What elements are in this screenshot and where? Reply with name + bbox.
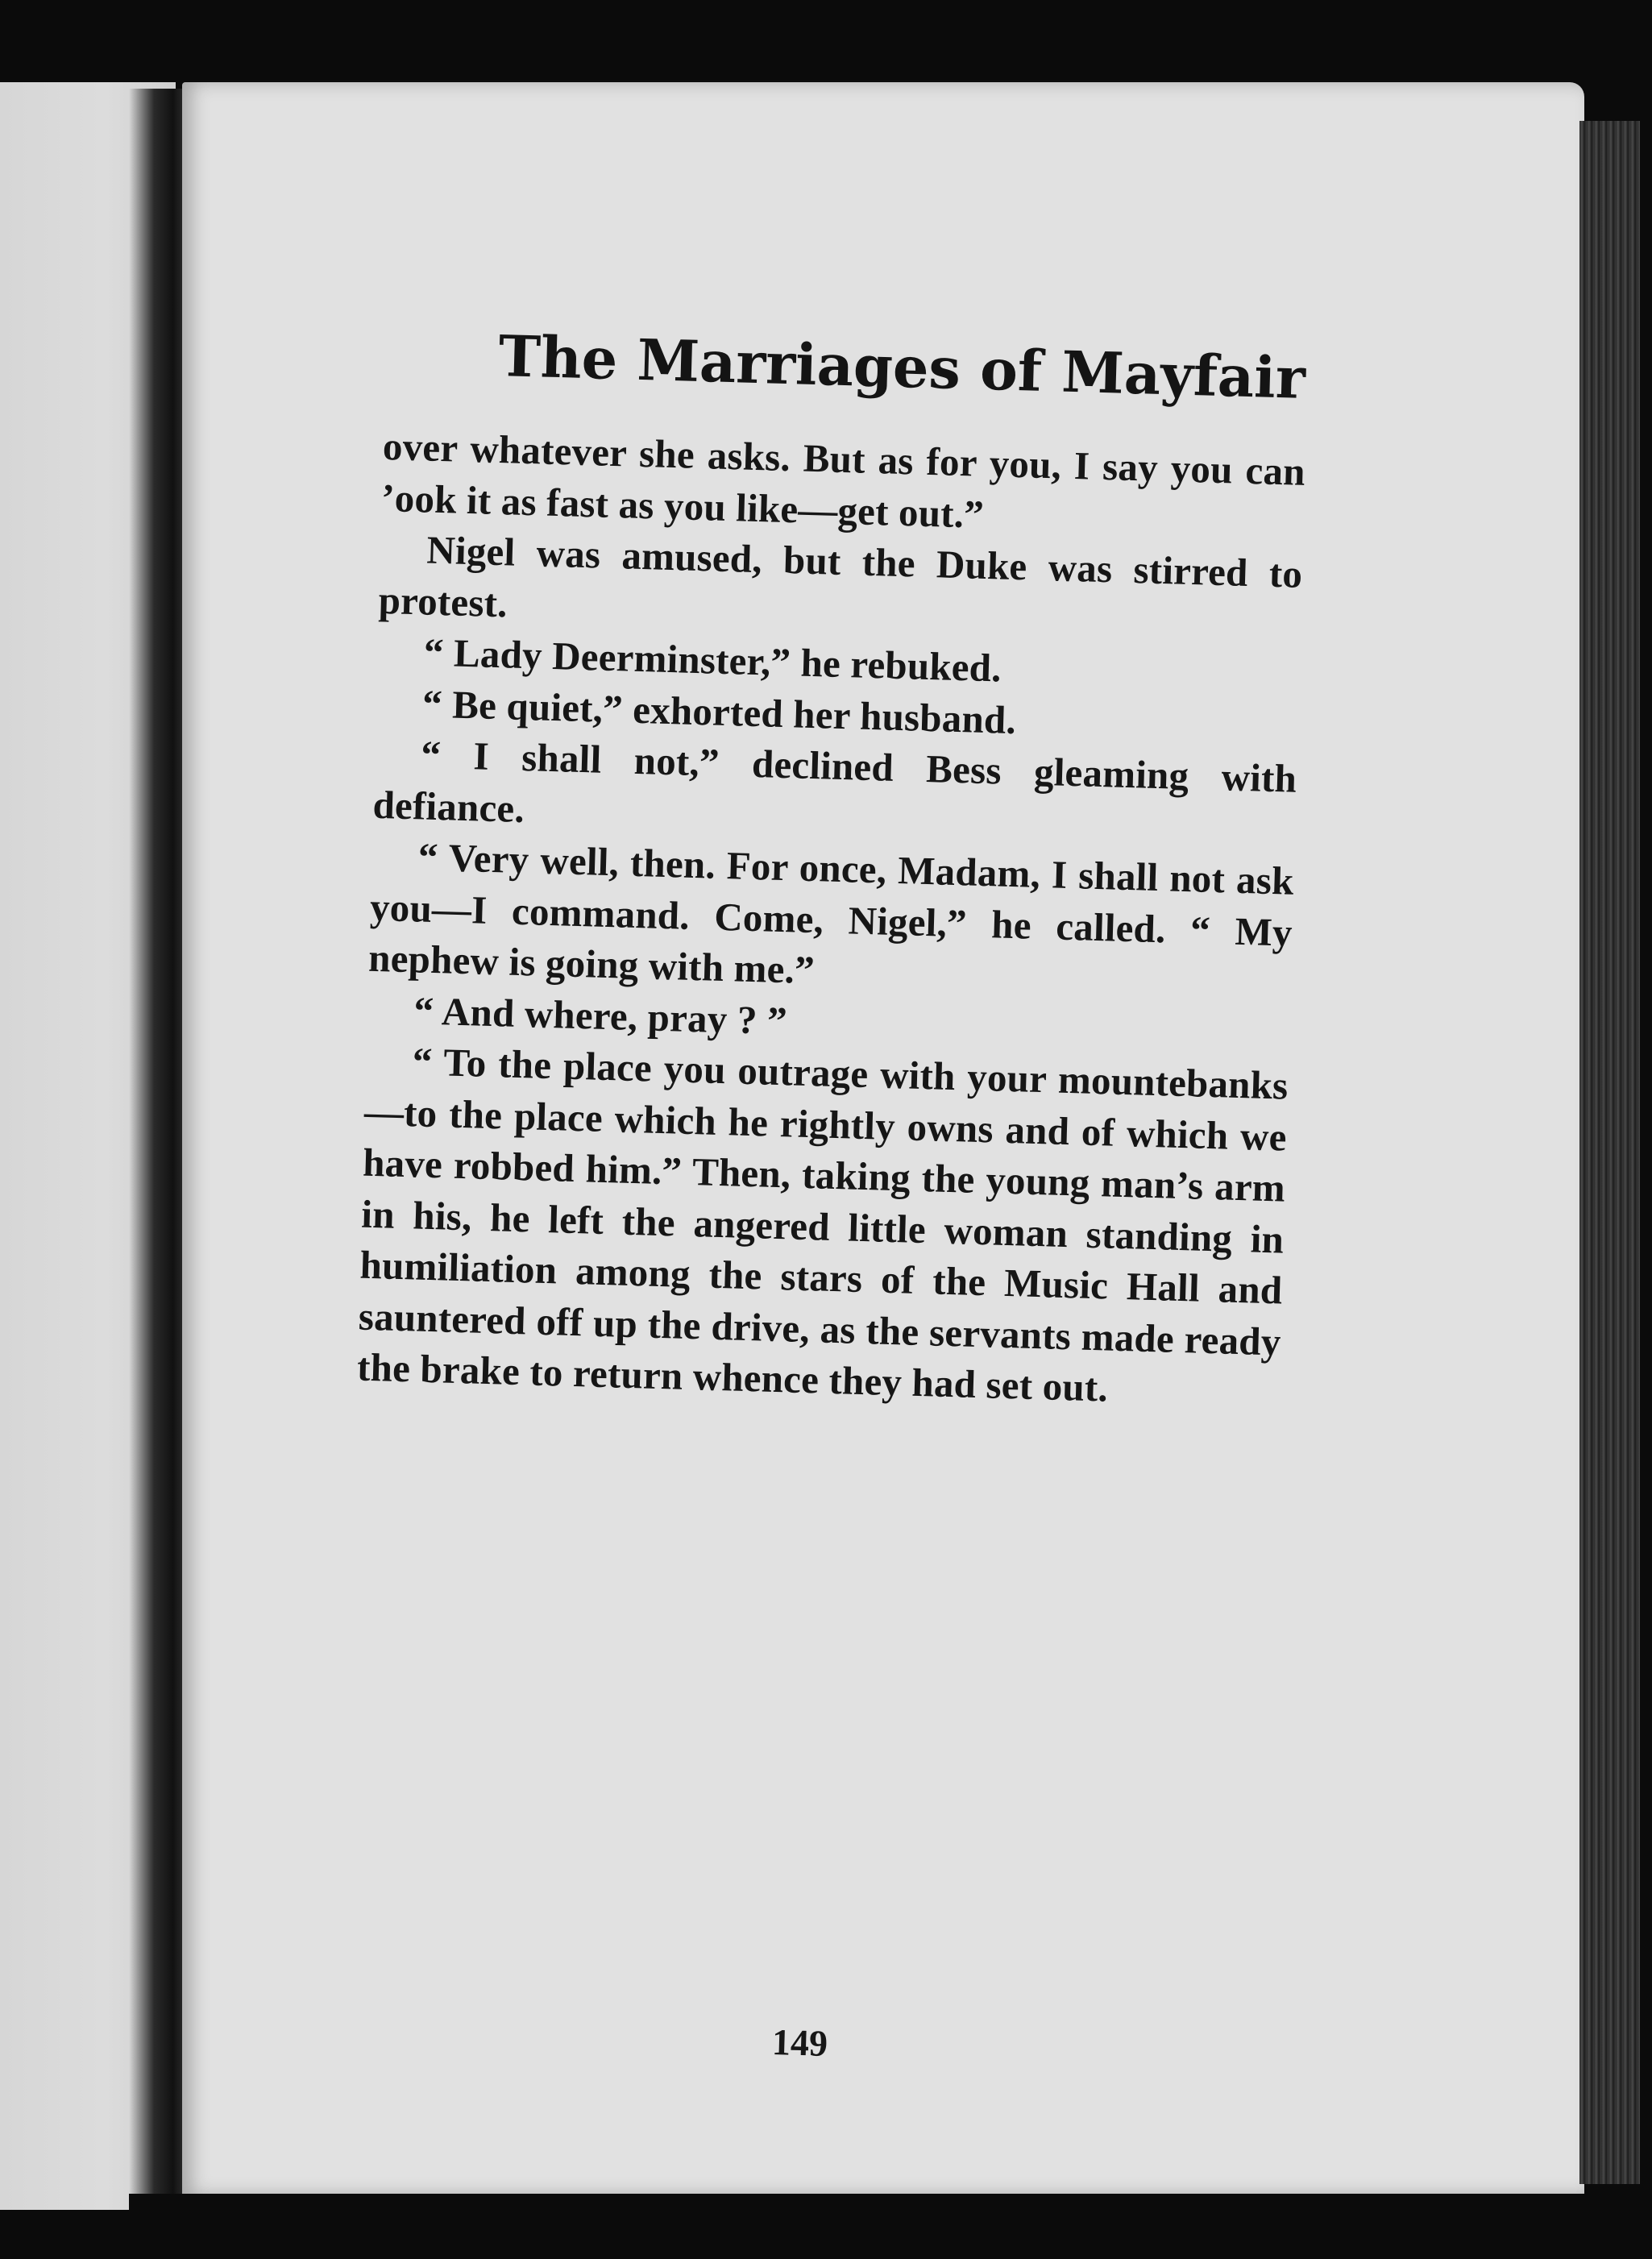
paragraph: “ To the place you outrage with your mountebanks—to the place which he rightly owns and of which we have robbed him.” Then, taking the young man’s arm in his, he left the angered little woman standing in humiliation among the stars of the Music Hall and sauntered off up the drive, as the servants made ready the brake to return whence they had set out. [356,1039,1289,1410]
paragraph: “ And where, pray ? ” [413,987,788,1043]
paragraph: “ Very well, then. For once, Madam, I shall not ask you—I command. Come, Nigel,” he called. “ My nephew is going with me.” [367,834,1295,993]
paragraph-continued: over whatever she asks. But as for you, I say you can ’ook it as fast as you like—get out.” [380,423,1306,537]
paragraph: “ I shall not,” declined Bess gleaming with defiance. [371,732,1297,831]
paragraph: Nigel was amused, but the Duke was stirred to protest. [378,527,1303,625]
paragraph: “ Be quiet,” exhorted her husband. [421,680,1017,742]
running-head: The Marriages of Mayfair [497,322,1306,412]
page-number: 149 [771,2021,828,2064]
paragraph: “ Lady Deerminster,” he rebuked. [423,629,1002,691]
bottom-shadow [129,2194,1644,2259]
page-stack-edge [1579,121,1640,2184]
body-text [356,421,1305,1418]
